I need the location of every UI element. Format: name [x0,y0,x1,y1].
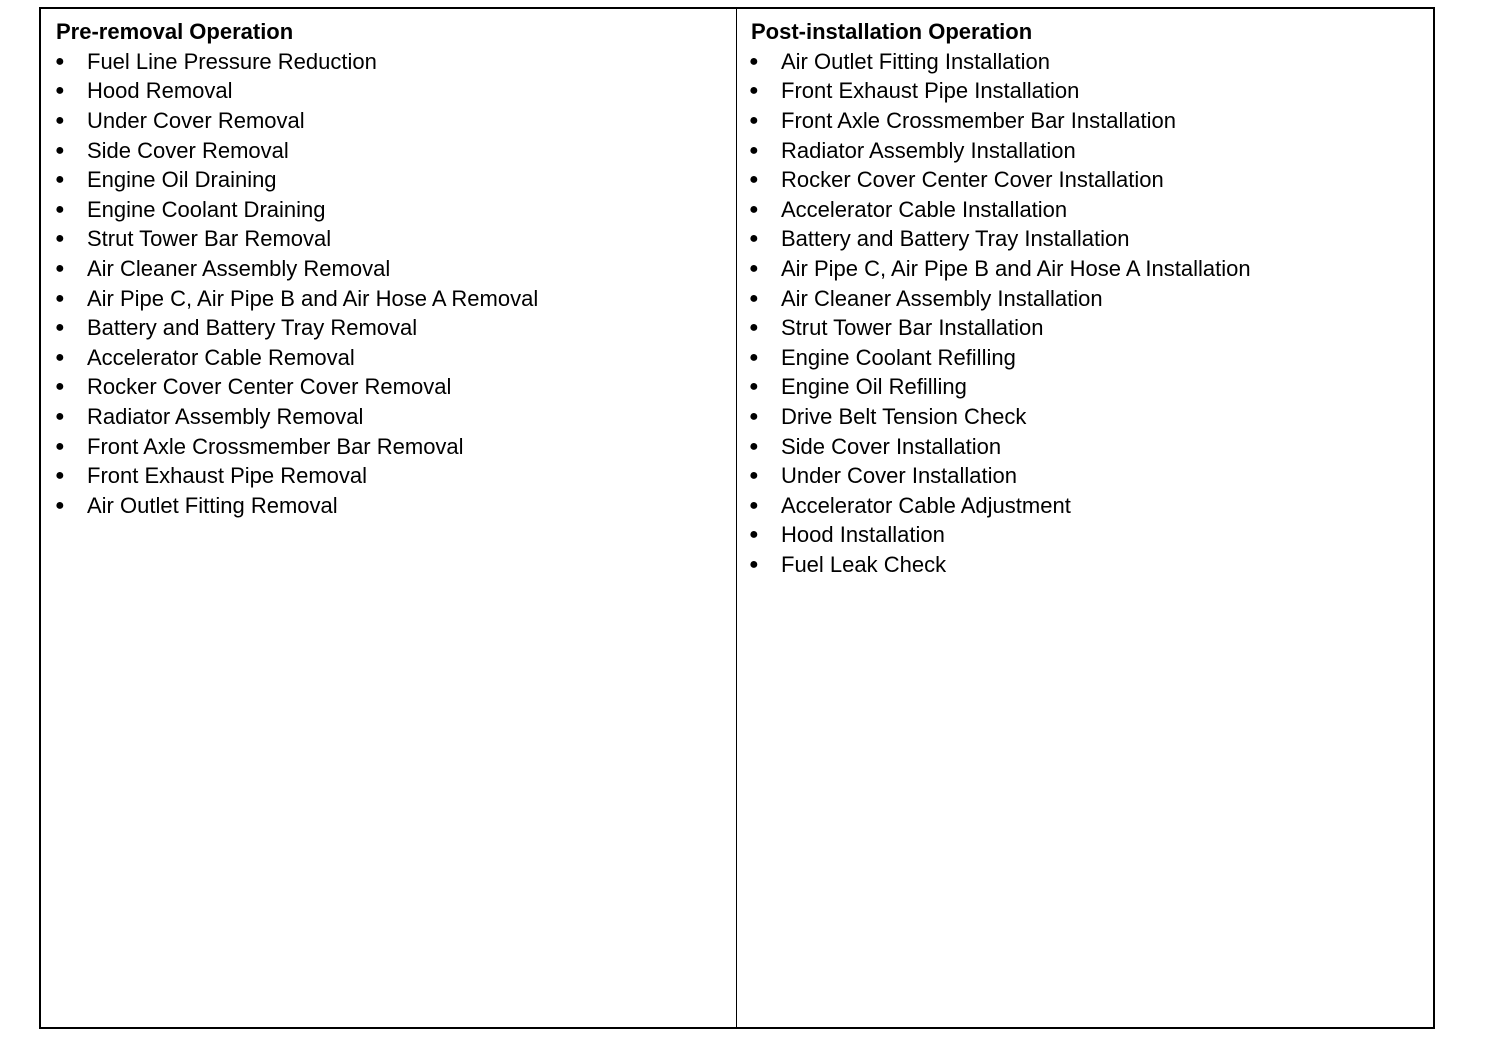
list-item-text: Rocker Cover Center Cover Installation [781,167,1164,193]
bullet-icon: ● [749,467,759,485]
list-item-text: Under Cover Installation [781,463,1018,489]
list-item [41,47,736,77]
list-item [41,106,736,136]
bullet-icon: ● [749,526,759,544]
list-item-text: Air Pipe C, Air Pipe B and Air Hose A Removal [87,285,539,311]
list-item-text: Strut Tower Bar Removal [87,226,332,252]
bullet-icon: ● [55,141,65,159]
list-item [41,343,736,373]
list-item-text: Battery and Battery Tray Installation [781,226,1130,252]
list-item [737,254,1433,284]
bullet-icon: ● [749,82,759,100]
bullet-icon: ● [749,171,759,189]
list-item [737,550,1433,580]
list-item-text: Air Cleaner Assembly Removal [87,255,391,281]
list-item-text: Side Cover Installation [781,433,1002,459]
bullet-icon: ● [749,230,759,248]
bullet-icon: ● [55,348,65,366]
list-item [737,491,1433,521]
list-item [737,313,1433,343]
list-item-text: Front Axle Crossmember Bar Removal [87,433,464,459]
list-item [737,432,1433,462]
list-item-text: Hood Removal [87,78,233,104]
list-item-text: Accelerator Cable Installation [781,196,1068,222]
list-item-text: Air Pipe C, Air Pipe B and Air Hose A Installation [781,255,1251,281]
list-item-text: Engine Coolant Draining [87,196,326,222]
bullet-icon: ● [749,259,759,277]
bullet-icon: ● [749,52,759,70]
pre-removal-heading: Pre-removal Operation [56,19,294,44]
bullet-icon: ● [55,111,65,129]
list-item [41,225,736,255]
list-item-text: Fuel Leak Check [781,551,947,577]
list-item [41,136,736,166]
bullet-icon: ● [55,200,65,218]
bullet-icon: ● [749,111,759,129]
bullet-icon: ● [55,259,65,277]
post-installation-column [737,9,1433,1027]
list-item [737,373,1433,403]
list-item [737,195,1433,225]
bullet-icon: ● [55,319,65,337]
list-item-text: Engine Oil Draining [87,167,277,193]
list-item-text: Radiator Assembly Removal [87,403,364,429]
list-item [737,165,1433,195]
bullet-icon: ● [55,289,65,307]
bullet-icon: ● [749,378,759,396]
list-item [41,313,736,343]
bullet-icon: ● [749,496,759,514]
post-installation-heading: Post-installation Operation [751,19,1033,44]
list-item [41,373,736,403]
bullet-icon: ● [55,407,65,425]
post-installation-list [737,47,1433,580]
list-item [41,195,736,225]
list-item [737,521,1433,551]
bullet-icon: ● [55,82,65,100]
list-item-text: Accelerator Cable Adjustment [781,492,1071,518]
bullet-icon: ● [749,319,759,337]
list-item-text: Rocker Cover Center Cover Removal [87,374,452,400]
bullet-icon: ● [55,52,65,70]
bullet-icon: ● [55,378,65,396]
bullet-icon: ● [55,437,65,455]
list-item [737,343,1433,373]
bullet-icon: ● [55,467,65,485]
bullet-icon: ● [55,496,65,514]
list-item-text: Battery and Battery Tray Removal [87,315,418,341]
list-item [41,254,736,284]
list-item [737,402,1433,432]
list-item-text: Drive Belt Tension Check [781,403,1027,429]
bullet-icon: ● [749,348,759,366]
bullet-icon: ● [749,555,759,573]
list-item [41,77,736,107]
list-item [41,432,736,462]
list-item [41,461,736,491]
list-item-text: Strut Tower Bar Installation [781,315,1044,341]
list-item [41,284,736,314]
list-item [41,491,736,521]
list-item [737,225,1433,255]
list-item [737,284,1433,314]
bullet-icon: ● [749,141,759,159]
list-item-text: Air Outlet Fitting Installation [781,48,1051,74]
list-item [737,106,1433,136]
list-item-text: Air Cleaner Assembly Installation [781,285,1103,311]
list-item-text: Engine Coolant Refilling [781,344,1016,370]
list-item-text: Front Exhaust Pipe Removal [87,463,368,489]
bullet-icon: ● [749,437,759,455]
pre-removal-column [41,9,737,1027]
pre-removal-list [41,47,736,521]
list-item-text: Radiator Assembly Installation [781,137,1076,163]
bullet-icon: ● [55,171,65,189]
list-item-text: Under Cover Removal [87,107,305,133]
list-item [41,165,736,195]
list-item [737,461,1433,491]
list-item [41,402,736,432]
list-item-text: Front Exhaust Pipe Installation [781,78,1080,104]
procedure-table [39,7,1435,1029]
list-item-text: Fuel Line Pressure Reduction [87,48,377,74]
list-item [737,47,1433,77]
list-item-text: Accelerator Cable Removal [87,344,355,370]
bullet-icon: ● [749,200,759,218]
list-item-text: Hood Installation [781,522,945,548]
bullet-icon: ● [749,407,759,425]
list-item [737,136,1433,166]
list-item-text: Side Cover Removal [87,137,289,163]
list-item [737,77,1433,107]
list-item-text: Engine Oil Refilling [781,374,967,400]
list-item-text: Air Outlet Fitting Removal [87,492,338,518]
list-item-text: Front Axle Crossmember Bar Installation [781,107,1176,133]
bullet-icon: ● [749,289,759,307]
bullet-icon: ● [55,230,65,248]
